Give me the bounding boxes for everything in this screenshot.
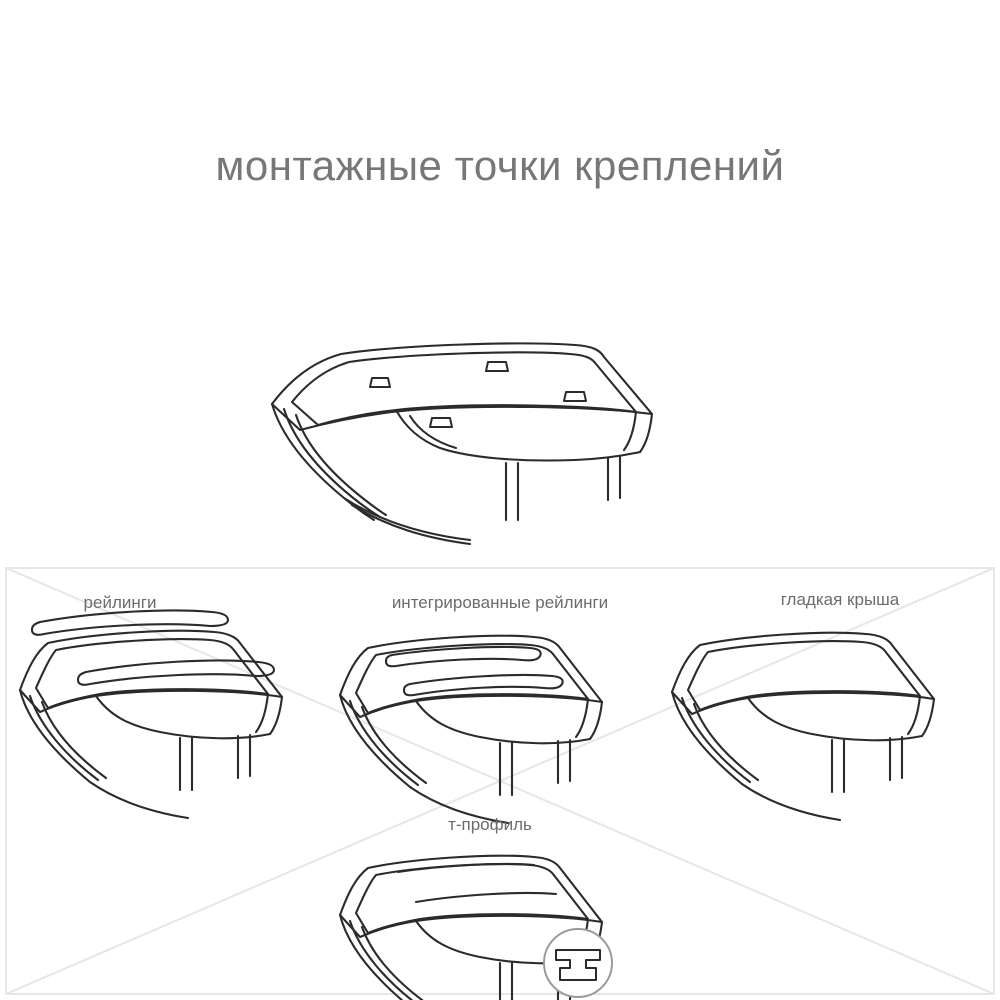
main-roof-illustration [272, 343, 652, 544]
roof-type-illustration-integrated [340, 636, 602, 823]
page-title: монтажные точки креплений [215, 142, 785, 189]
caption-t-profile: т-профиль [448, 815, 532, 834]
roof-type-illustration-rails [20, 610, 282, 818]
caption-integrated-rails: интегрированные рейлинги [391, 593, 609, 612]
roof-type-illustration-smooth [672, 633, 934, 820]
t-slot-cross-section [544, 929, 612, 997]
caption-smooth-roof: гладкая крыша [780, 590, 900, 609]
caption-rails: рейлинги [83, 593, 157, 612]
mounting-points [370, 362, 586, 427]
